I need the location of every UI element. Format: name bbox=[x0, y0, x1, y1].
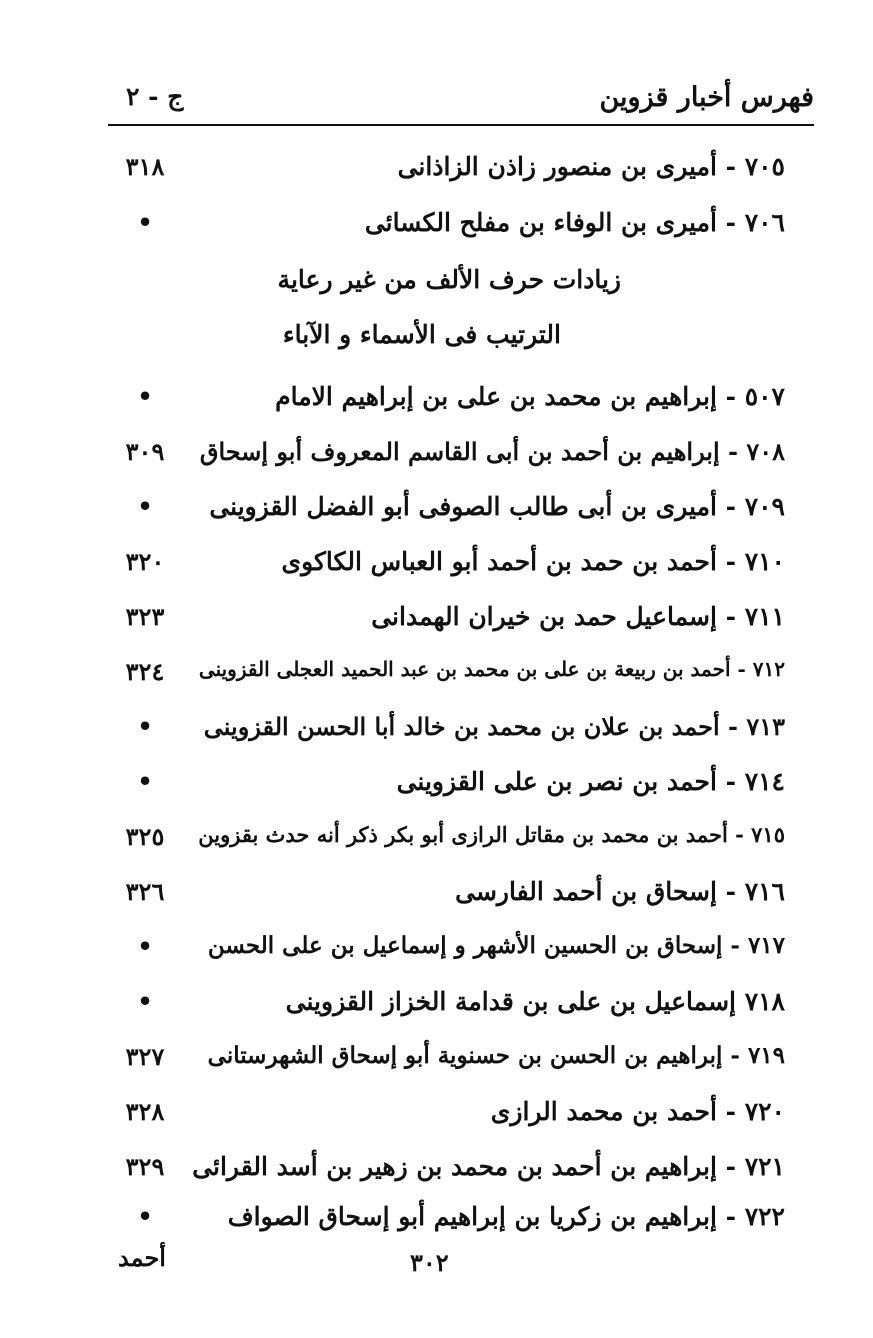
entry-page-number: • bbox=[137, 712, 153, 741]
entry-page-number: • bbox=[137, 382, 153, 411]
entry-page-number: • bbox=[137, 987, 153, 1016]
index-entry bbox=[0, 1142, 873, 1196]
entry-page-number: ٣١٨ bbox=[125, 152, 165, 181]
entry-page-number: • bbox=[137, 1202, 153, 1231]
page-number: ٣٠٢ bbox=[410, 1248, 449, 1277]
entry-name: ٧٠٦ - أميرى بن الوفاء بن مفلح الكسائى bbox=[364, 208, 785, 237]
index-entry bbox=[0, 482, 873, 536]
index-entry bbox=[0, 647, 873, 701]
entry-page-number: ٣٢٠ bbox=[125, 547, 165, 576]
index-entry bbox=[0, 977, 873, 1031]
index-entry bbox=[0, 142, 873, 196]
header-rule bbox=[108, 124, 814, 126]
index-entry bbox=[0, 1087, 873, 1141]
entry-name: ٧١٦ - إسحاق بن أحمد الفارسى bbox=[455, 877, 785, 906]
entry-page-number: ٣٠٩ bbox=[125, 437, 165, 466]
index-entry bbox=[0, 702, 873, 756]
entry-page-number: ٣٢٤ bbox=[125, 657, 165, 686]
index-entry bbox=[0, 922, 873, 976]
entry-page-number: • bbox=[137, 208, 153, 237]
entry-name: ٧١٨ إسماعيل بن على بن قدامة الخزاز القزوينى bbox=[285, 987, 785, 1016]
entry-name: ٧٠٨ - إبراهيم بن أحمد بن أبى القاسم المعروف أبو إسحاق bbox=[199, 437, 785, 466]
entry-name: ٧١٥ - أحمد بن محمد بن مقاتل الرازى أبو بكر ذكر أنه حدث بقزوين bbox=[198, 822, 785, 847]
entry-name: ٧٢١ - إبراهيم بن أحمد بن محمد بن زهير بن أسد القرائى bbox=[192, 1152, 785, 1181]
index-entry bbox=[0, 1032, 873, 1086]
entry-page-number: ٣٢٨ bbox=[125, 1097, 165, 1126]
index-entry bbox=[0, 372, 873, 426]
entry-page-number: • bbox=[137, 492, 153, 521]
index-entry bbox=[0, 198, 873, 252]
entry-name: ٧١٤ - أحمد بن نصر بن على القزوينى bbox=[396, 767, 785, 796]
entry-page-number: ٣٢٩ bbox=[125, 1152, 165, 1181]
index-entry bbox=[0, 427, 873, 481]
index-entry bbox=[0, 592, 873, 646]
entry-page-number: • bbox=[137, 767, 153, 796]
entry-name: ٧٠٩ - أميرى بن أبى طالب الصوفى أبو الفضل القزوينى bbox=[209, 492, 785, 521]
entry-name: ٧٢٢ - إبراهيم بن زكريا بن إبراهيم أبو إسحاق الصواف bbox=[227, 1202, 785, 1231]
index-entry bbox=[0, 757, 873, 811]
section-heading-line-2: الترتيب فى الأسماء و الآباء bbox=[282, 320, 561, 349]
volume-label: ج - ٢ bbox=[126, 82, 184, 111]
entry-name: ٧١٠ - أحمد بن حمد بن أحمد أبو العباس الكاكوى bbox=[281, 547, 785, 576]
index-entry bbox=[0, 537, 873, 591]
entry-page-number: ٣٢٣ bbox=[125, 602, 165, 631]
entry-page-number: ٣٢٥ bbox=[125, 822, 165, 851]
entry-name: ٧١٩ - إبراهيم بن الحسن بن حسنوية أبو إسحاق الشهرستانى bbox=[207, 1042, 785, 1069]
index-entry bbox=[0, 1192, 873, 1246]
entry-name: ٧١١ - إسماعيل حمد بن خيران الهمدانى bbox=[371, 602, 785, 631]
page-title: فهرس أخبار قزوين bbox=[599, 82, 814, 113]
entry-name: ٧٠٥ - أميرى بن منصور زاذن الزاذانى bbox=[397, 152, 785, 181]
entry-page-number: ٣٢٦ bbox=[125, 877, 165, 906]
running-head bbox=[108, 82, 814, 122]
index-entry bbox=[0, 867, 873, 921]
entry-name: ٧١٧ - إسحاق بن الحسين الأشهر و إسماعيل بن على الحسن bbox=[207, 932, 785, 959]
entry-page-number: ٣٢٧ bbox=[125, 1042, 165, 1071]
entry-name: ٧١٢ - أحمد بن ربيعة بن على بن محمد بن عبد الحميد العجلى القزوينى bbox=[198, 657, 785, 681]
entry-name: ٧٢٠ - أحمد بن محمد الرازى bbox=[490, 1097, 785, 1126]
entry-name: ٥٠٧ - إبراهيم بن محمد بن على بن إبراهيم الامام bbox=[275, 382, 785, 411]
catchword: أحمد bbox=[118, 1243, 166, 1272]
entry-name: ٧١٣ - أحمد بن علان بن محمد بن خالد أبا الحسن القزوينى bbox=[203, 712, 785, 741]
section-heading-line-1: زيادات حرف الألف من غير رعاية bbox=[277, 265, 621, 294]
entry-page-number: • bbox=[137, 932, 153, 961]
index-entry bbox=[0, 812, 873, 866]
